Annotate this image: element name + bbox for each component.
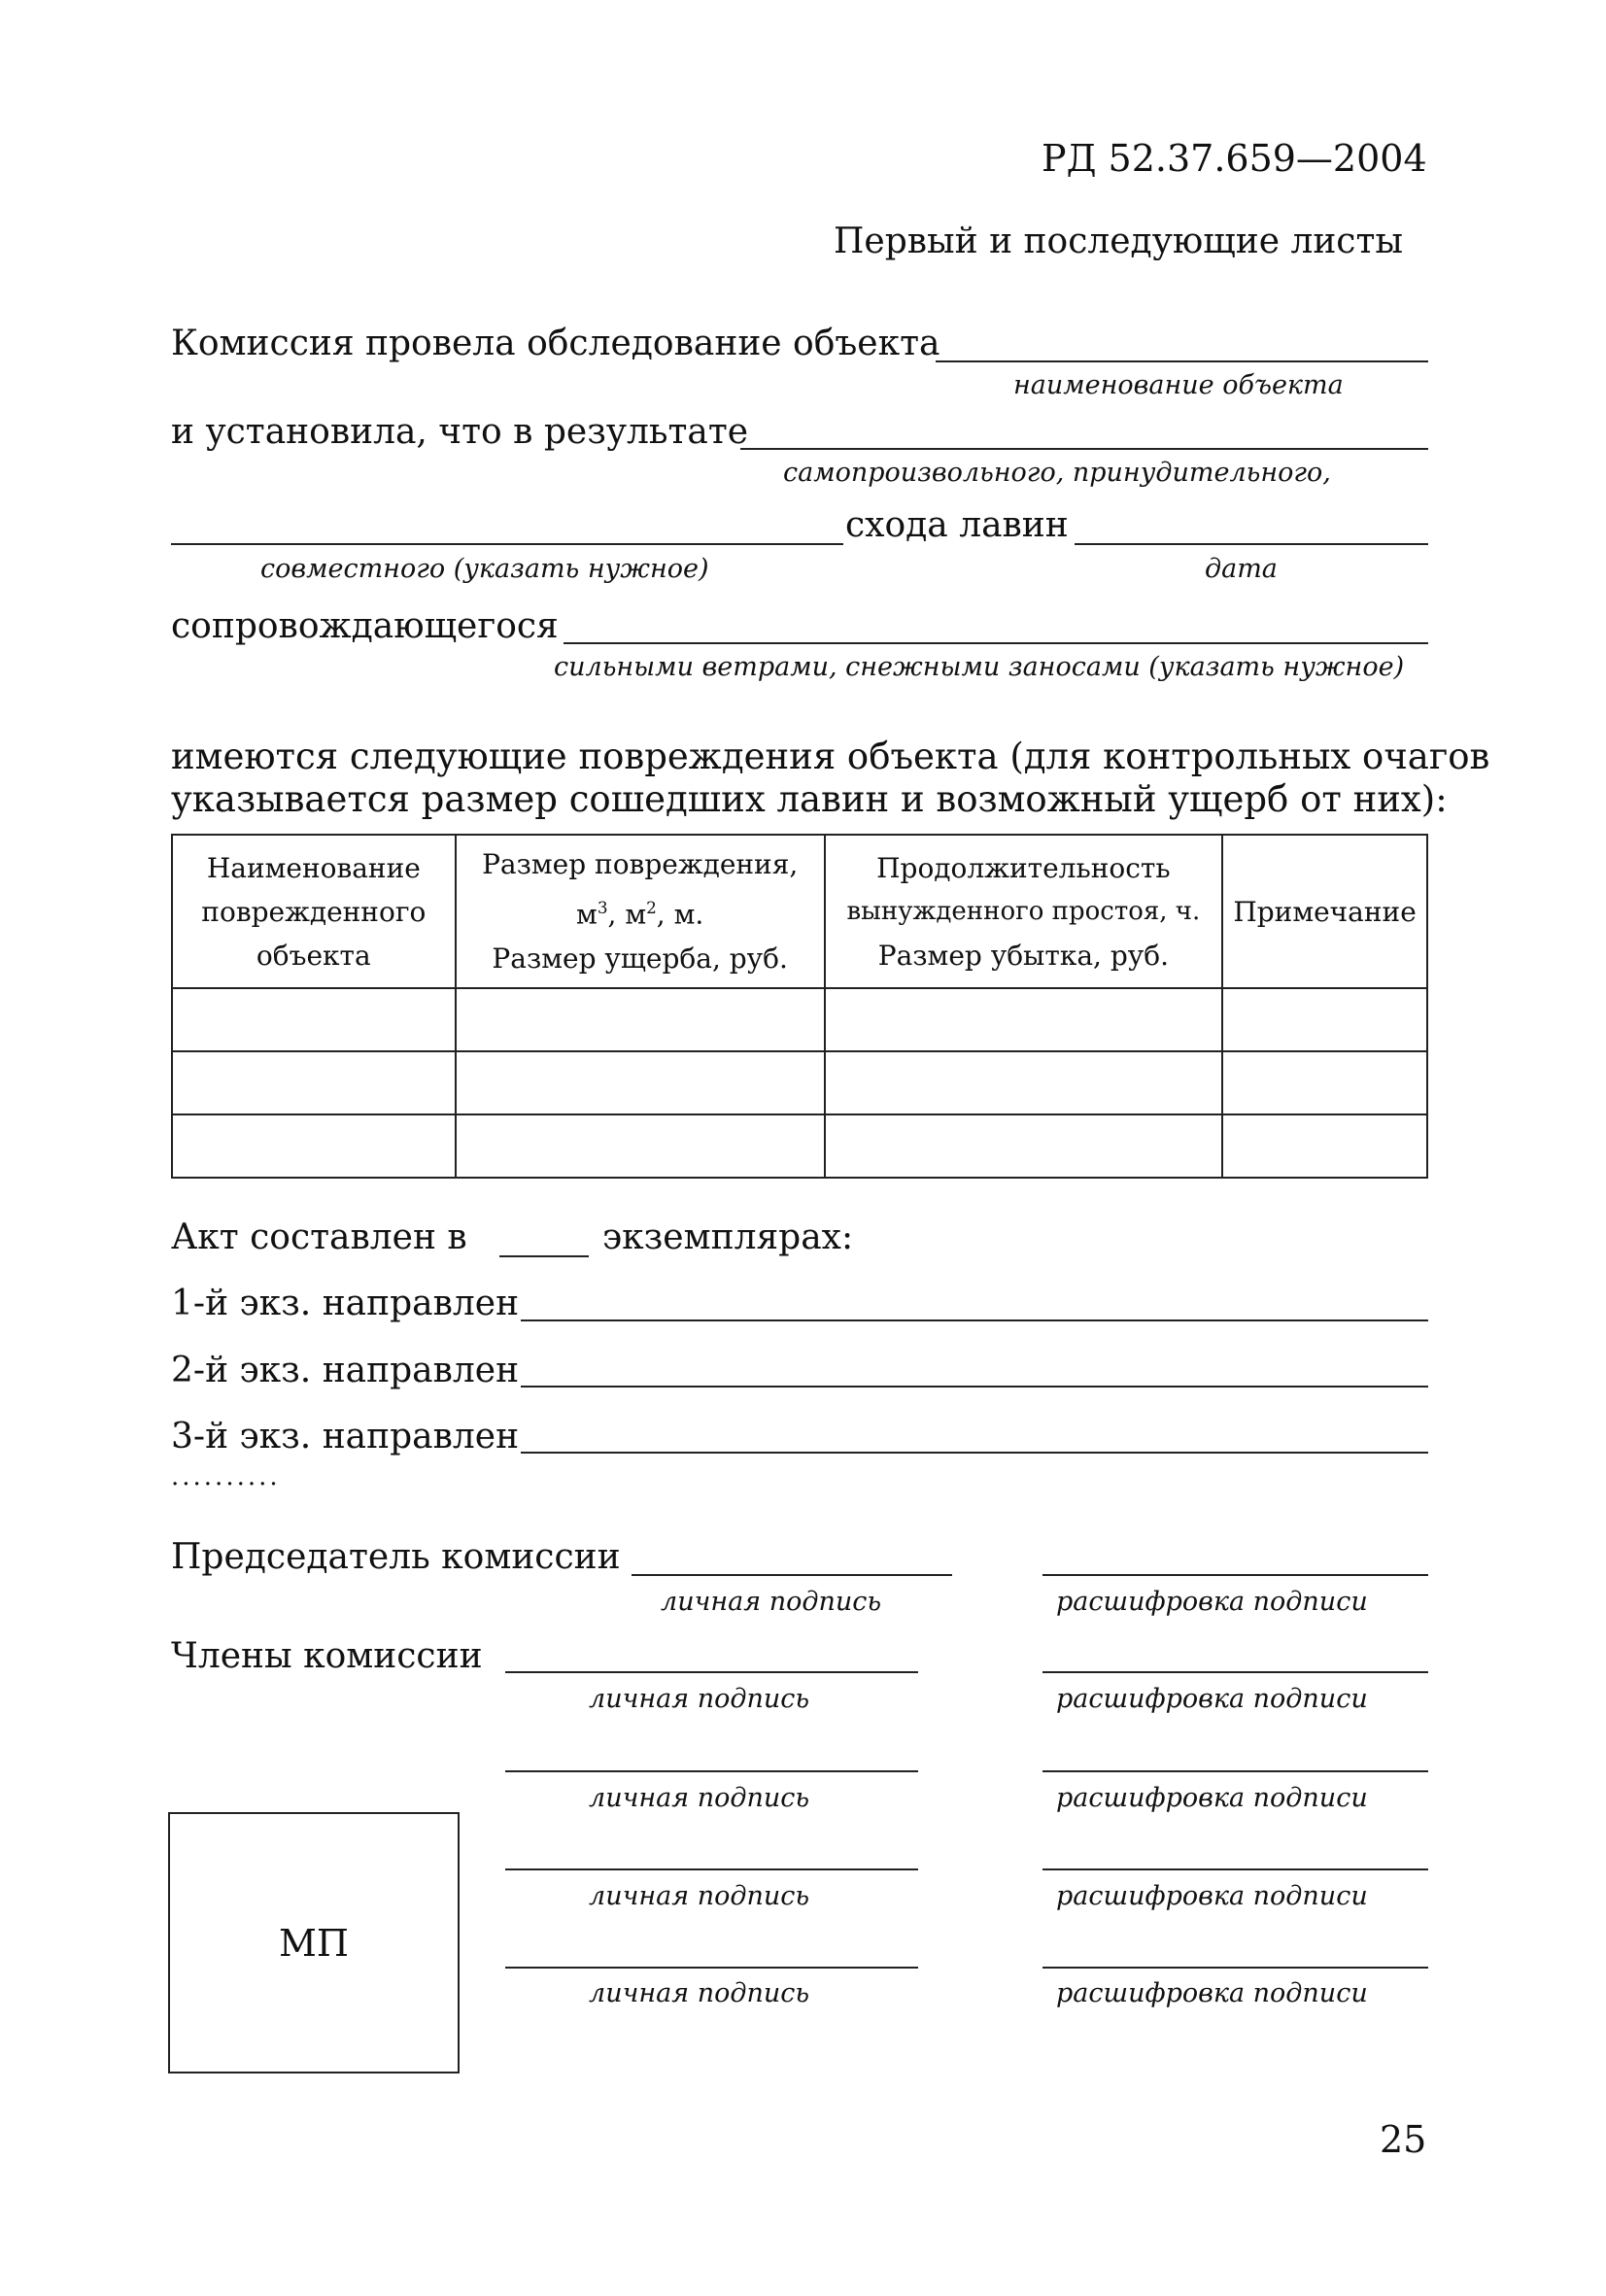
avalanche-type-field-continued[interactable]	[171, 543, 843, 545]
table-cell[interactable]	[1222, 988, 1427, 1051]
result-line: и установила, что в результате	[171, 412, 749, 452]
member-2-signature-field[interactable]	[505, 1770, 918, 1772]
sign-hint: личная подпись	[661, 1587, 882, 1617]
stamp-box	[168, 1812, 460, 2073]
page-number: 25	[1380, 2118, 1427, 2161]
sheet-label: Первый и последующие листы	[834, 222, 1404, 261]
member-1-name-field[interactable]	[1042, 1671, 1428, 1673]
decode-hint: расшифровка подписи	[1056, 1783, 1368, 1813]
avalanche-type-field[interactable]	[740, 448, 1428, 450]
copy-1-field[interactable]	[521, 1319, 1428, 1321]
sign-hint: личная подпись	[589, 1684, 810, 1714]
chairman-signature-field[interactable]	[632, 1574, 952, 1576]
decode-hint: расшифровка подписи	[1056, 1684, 1368, 1714]
table-row	[172, 1051, 1427, 1114]
copies-count-field[interactable]	[499, 1255, 589, 1257]
table-cell[interactable]	[825, 1051, 1222, 1114]
act-copies-label: Акт составлен в	[171, 1217, 467, 1257]
damage-intro-line1: имеются следующие повреждения объекта (для контрольных очагов	[171, 736, 1490, 777]
decode-hint: расшифровка подписи	[1056, 1587, 1368, 1617]
header-downtime: Продолжительность вынужденного простоя, ч. Размер убытка, руб.	[825, 835, 1222, 988]
table-header-row	[172, 835, 1427, 988]
table-cell[interactable]	[825, 988, 1222, 1051]
weather-field[interactable]	[564, 642, 1428, 644]
chairman-name-field[interactable]	[1042, 1574, 1428, 1576]
member-4-signature-field[interactable]	[505, 1967, 918, 1969]
table-cell[interactable]	[1222, 1114, 1427, 1178]
avalanche-descent-label: схода лавин	[845, 505, 1069, 545]
date-field[interactable]	[1075, 543, 1428, 545]
table-cell[interactable]	[1222, 1051, 1427, 1114]
document-code: РД 52.37.659—2004	[1042, 137, 1427, 180]
ellipsis-dots: ..........	[171, 1462, 281, 1491]
member-4-name-field[interactable]	[1042, 1967, 1428, 1969]
copy-2-label: 2-й экз. направлен	[171, 1351, 520, 1390]
decode-hint: расшифровка подписи	[1056, 1978, 1368, 2008]
avalanche-type-hint: самопроизвольного, принудительного,	[783, 458, 1331, 488]
weather-hint: сильными ветрами, снежными заносами (указать нужное)	[554, 652, 1405, 682]
member-2-name-field[interactable]	[1042, 1770, 1428, 1772]
object-name-field[interactable]	[936, 360, 1428, 362]
header-damage-size: Размер повреждения, $м^3$, $м^2$, м. Размер ущерба, руб.	[456, 835, 825, 988]
header-note: Примечание	[1222, 835, 1427, 988]
decode-hint: расшифровка подписи	[1056, 1881, 1368, 1911]
units-line: $м^3$, $м^2$, м.	[576, 898, 704, 931]
table-cell[interactable]	[456, 1114, 825, 1178]
member-1-signature-field[interactable]	[505, 1671, 918, 1673]
date-hint: дата	[1205, 554, 1278, 584]
copy-2-field[interactable]	[521, 1386, 1428, 1388]
copy-3-field[interactable]	[521, 1452, 1428, 1454]
table-cell[interactable]	[456, 988, 825, 1051]
joint-hint: совместного (указать нужное)	[260, 554, 709, 584]
member-3-signature-field[interactable]	[505, 1868, 918, 1870]
copy-1-label: 1-й экз. направлен	[171, 1284, 520, 1323]
sign-hint: личная подпись	[589, 1881, 810, 1911]
damage-intro-line2: указывается размер сошедших лавин и возможный ущерб от них):	[171, 778, 1448, 820]
stamp-label: МП	[278, 1921, 350, 1965]
table-cell[interactable]	[456, 1051, 825, 1114]
member-3-name-field[interactable]	[1042, 1868, 1428, 1870]
copy-3-label: 3-й экз. направлен	[171, 1417, 520, 1456]
table-row	[172, 988, 1427, 1051]
chairman-label: Председатель комиссии	[171, 1537, 621, 1577]
table-cell[interactable]	[172, 1051, 456, 1114]
header-object-name: Наименование поврежденного объекта	[172, 835, 456, 988]
table-cell[interactable]	[172, 1114, 456, 1178]
damage-table	[171, 834, 1428, 1179]
table-row	[172, 1114, 1427, 1178]
sign-hint: личная подпись	[589, 1783, 810, 1813]
members-label: Члены комиссии	[171, 1636, 483, 1676]
commission-line: Комиссия провела обследование объекта	[171, 324, 940, 363]
table-cell[interactable]	[172, 988, 456, 1051]
copies-suffix: экземплярах:	[602, 1217, 854, 1257]
table-cell[interactable]	[825, 1114, 1222, 1178]
accompanied-label: сопровождающегося	[171, 606, 559, 646]
object-name-hint: наименование объекта	[1013, 370, 1344, 400]
sign-hint: личная подпись	[589, 1978, 810, 2008]
